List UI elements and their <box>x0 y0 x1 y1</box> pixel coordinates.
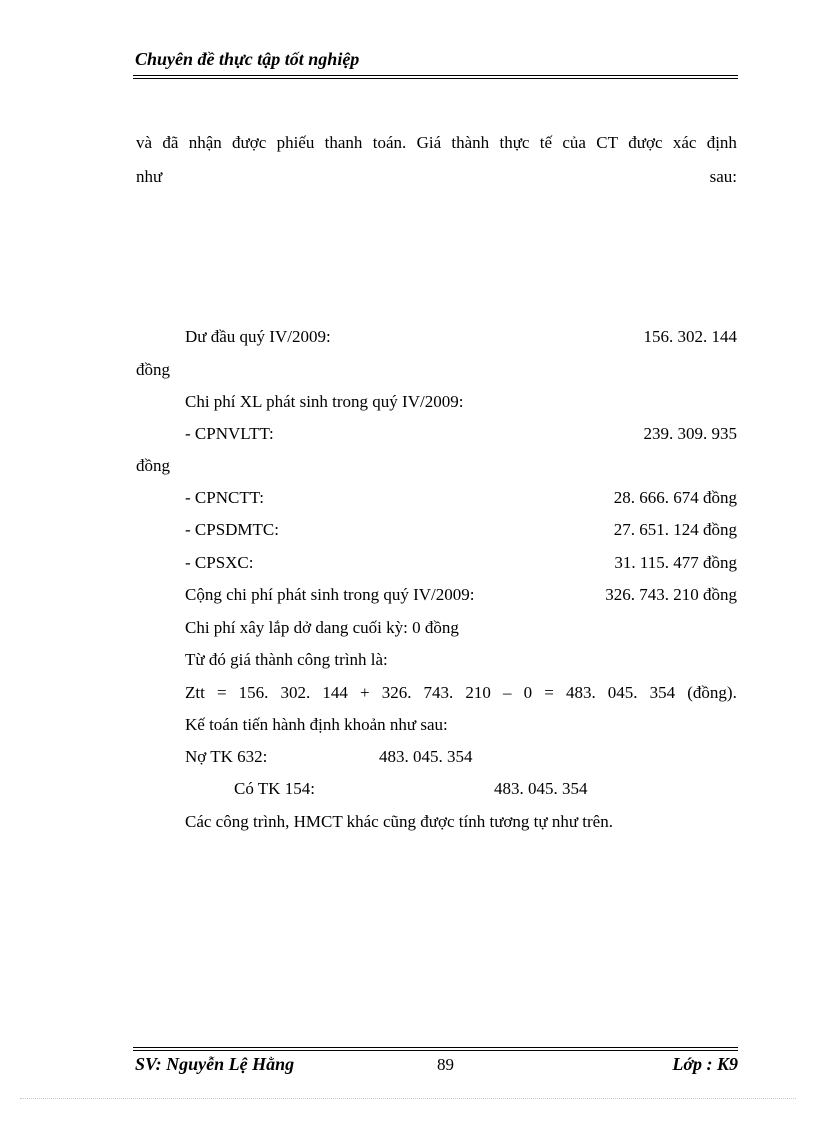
intro-word: tế <box>539 133 553 152</box>
intro-word: định <box>706 133 737 152</box>
footer-page-number: 89 <box>437 1055 454 1074</box>
footer-rule-bottom <box>133 1050 738 1051</box>
formula-token: 144 <box>322 683 348 702</box>
header-rule-bottom <box>133 78 738 79</box>
intro-word: của <box>562 133 586 152</box>
cost-heading: Từ đó giá thành công trình là: <box>185 650 388 669</box>
cpnvltt-value: 239. 309. 935 <box>643 424 737 443</box>
formula-token: 045. <box>607 683 638 702</box>
formula-token: Ztt <box>185 683 205 702</box>
intro-word: xác <box>672 133 697 152</box>
debit-value: 483. 045. 354 <box>379 747 473 766</box>
opening-unit: đồng <box>136 360 170 379</box>
intro-word: thành <box>451 133 490 152</box>
intro-word: đã <box>162 133 179 152</box>
entry-heading: Kế toán tiến hành định khoản như sau: <box>185 715 448 734</box>
intro-word: thanh <box>324 133 363 152</box>
cpsdmtc-value: 27. 651. 124 đồng <box>613 520 737 539</box>
debit-label: Nợ TK 632: <box>185 747 268 766</box>
page-bottom-dotted-line <box>20 1098 796 1099</box>
cpncctt-label: - CPNCTT: <box>185 488 264 507</box>
cost-formula <box>185 683 737 703</box>
formula-token: 210 <box>465 683 491 702</box>
intro-word: CT <box>596 133 618 152</box>
intro-word: nhận <box>188 133 222 152</box>
intro-line-2 <box>136 167 737 187</box>
cpncctt-value: 28. 666. 674 đồng <box>613 488 737 507</box>
footer-student: SV: Nguyễn Lệ Hằng <box>135 1054 295 1074</box>
intro-word: phiếu <box>276 133 315 152</box>
intro-word: được <box>232 133 267 152</box>
formula-token: 0 <box>523 683 533 702</box>
formula-token: 483. <box>565 683 596 702</box>
footer-class: Lớp : K9 <box>672 1054 738 1074</box>
formula-token: (đồng). <box>687 683 737 702</box>
cpnvltt-label: - CPNVLTT: <box>185 424 274 443</box>
formula-token: – <box>503 683 512 702</box>
opening-value: 156. 302. 144 <box>643 327 737 346</box>
intro-line-1 <box>136 133 737 153</box>
total-value: 326. 743. 210 đồng <box>605 585 737 604</box>
header-title: Chuyên đề thực tập tốt nghiệp <box>135 49 360 69</box>
cpnvltt-unit: đồng <box>136 456 170 475</box>
intro-word: và <box>136 133 153 152</box>
intro-word: Giá <box>416 133 442 152</box>
formula-token: 302. <box>280 683 311 702</box>
incurred-heading: Chi phí XL phát sinh trong quý IV/2009: <box>185 392 464 411</box>
intro-word: thực <box>499 133 530 152</box>
opening-label: Dư đầu quý IV/2009: <box>185 327 331 346</box>
intro-word: sau: <box>709 167 737 186</box>
formula-token: = <box>544 683 554 702</box>
closing-sentence: Các công trình, HMCT khác cũng được tính tương tự như trên. <box>185 812 613 831</box>
total-label: Cộng chi phí phát sinh trong quý IV/2009: <box>185 585 475 604</box>
formula-token: 326. <box>381 683 412 702</box>
credit-label: Có TK 154: <box>234 779 315 798</box>
wip-end: Chi phí xây lắp dở dang cuối kỳ: 0 đồng <box>185 618 459 637</box>
cpsxc-label: - CPSXC: <box>185 553 254 572</box>
header-rule-top <box>133 75 738 76</box>
formula-token: 743. <box>423 683 454 702</box>
formula-token: = <box>216 683 227 702</box>
formula-token: 156. <box>238 683 269 702</box>
cpsxc-value: 31. 115. 477 đồng <box>614 553 737 572</box>
intro-word: như <box>136 167 163 186</box>
formula-token: + <box>359 683 370 702</box>
footer-rule-top <box>133 1047 738 1048</box>
intro-word: toán. <box>372 133 407 152</box>
formula-token: 354 <box>649 683 676 702</box>
cpsdmtc-label: - CPSDMTC: <box>185 520 279 539</box>
intro-word: được <box>628 133 663 152</box>
credit-value: 483. 045. 354 <box>494 779 588 798</box>
